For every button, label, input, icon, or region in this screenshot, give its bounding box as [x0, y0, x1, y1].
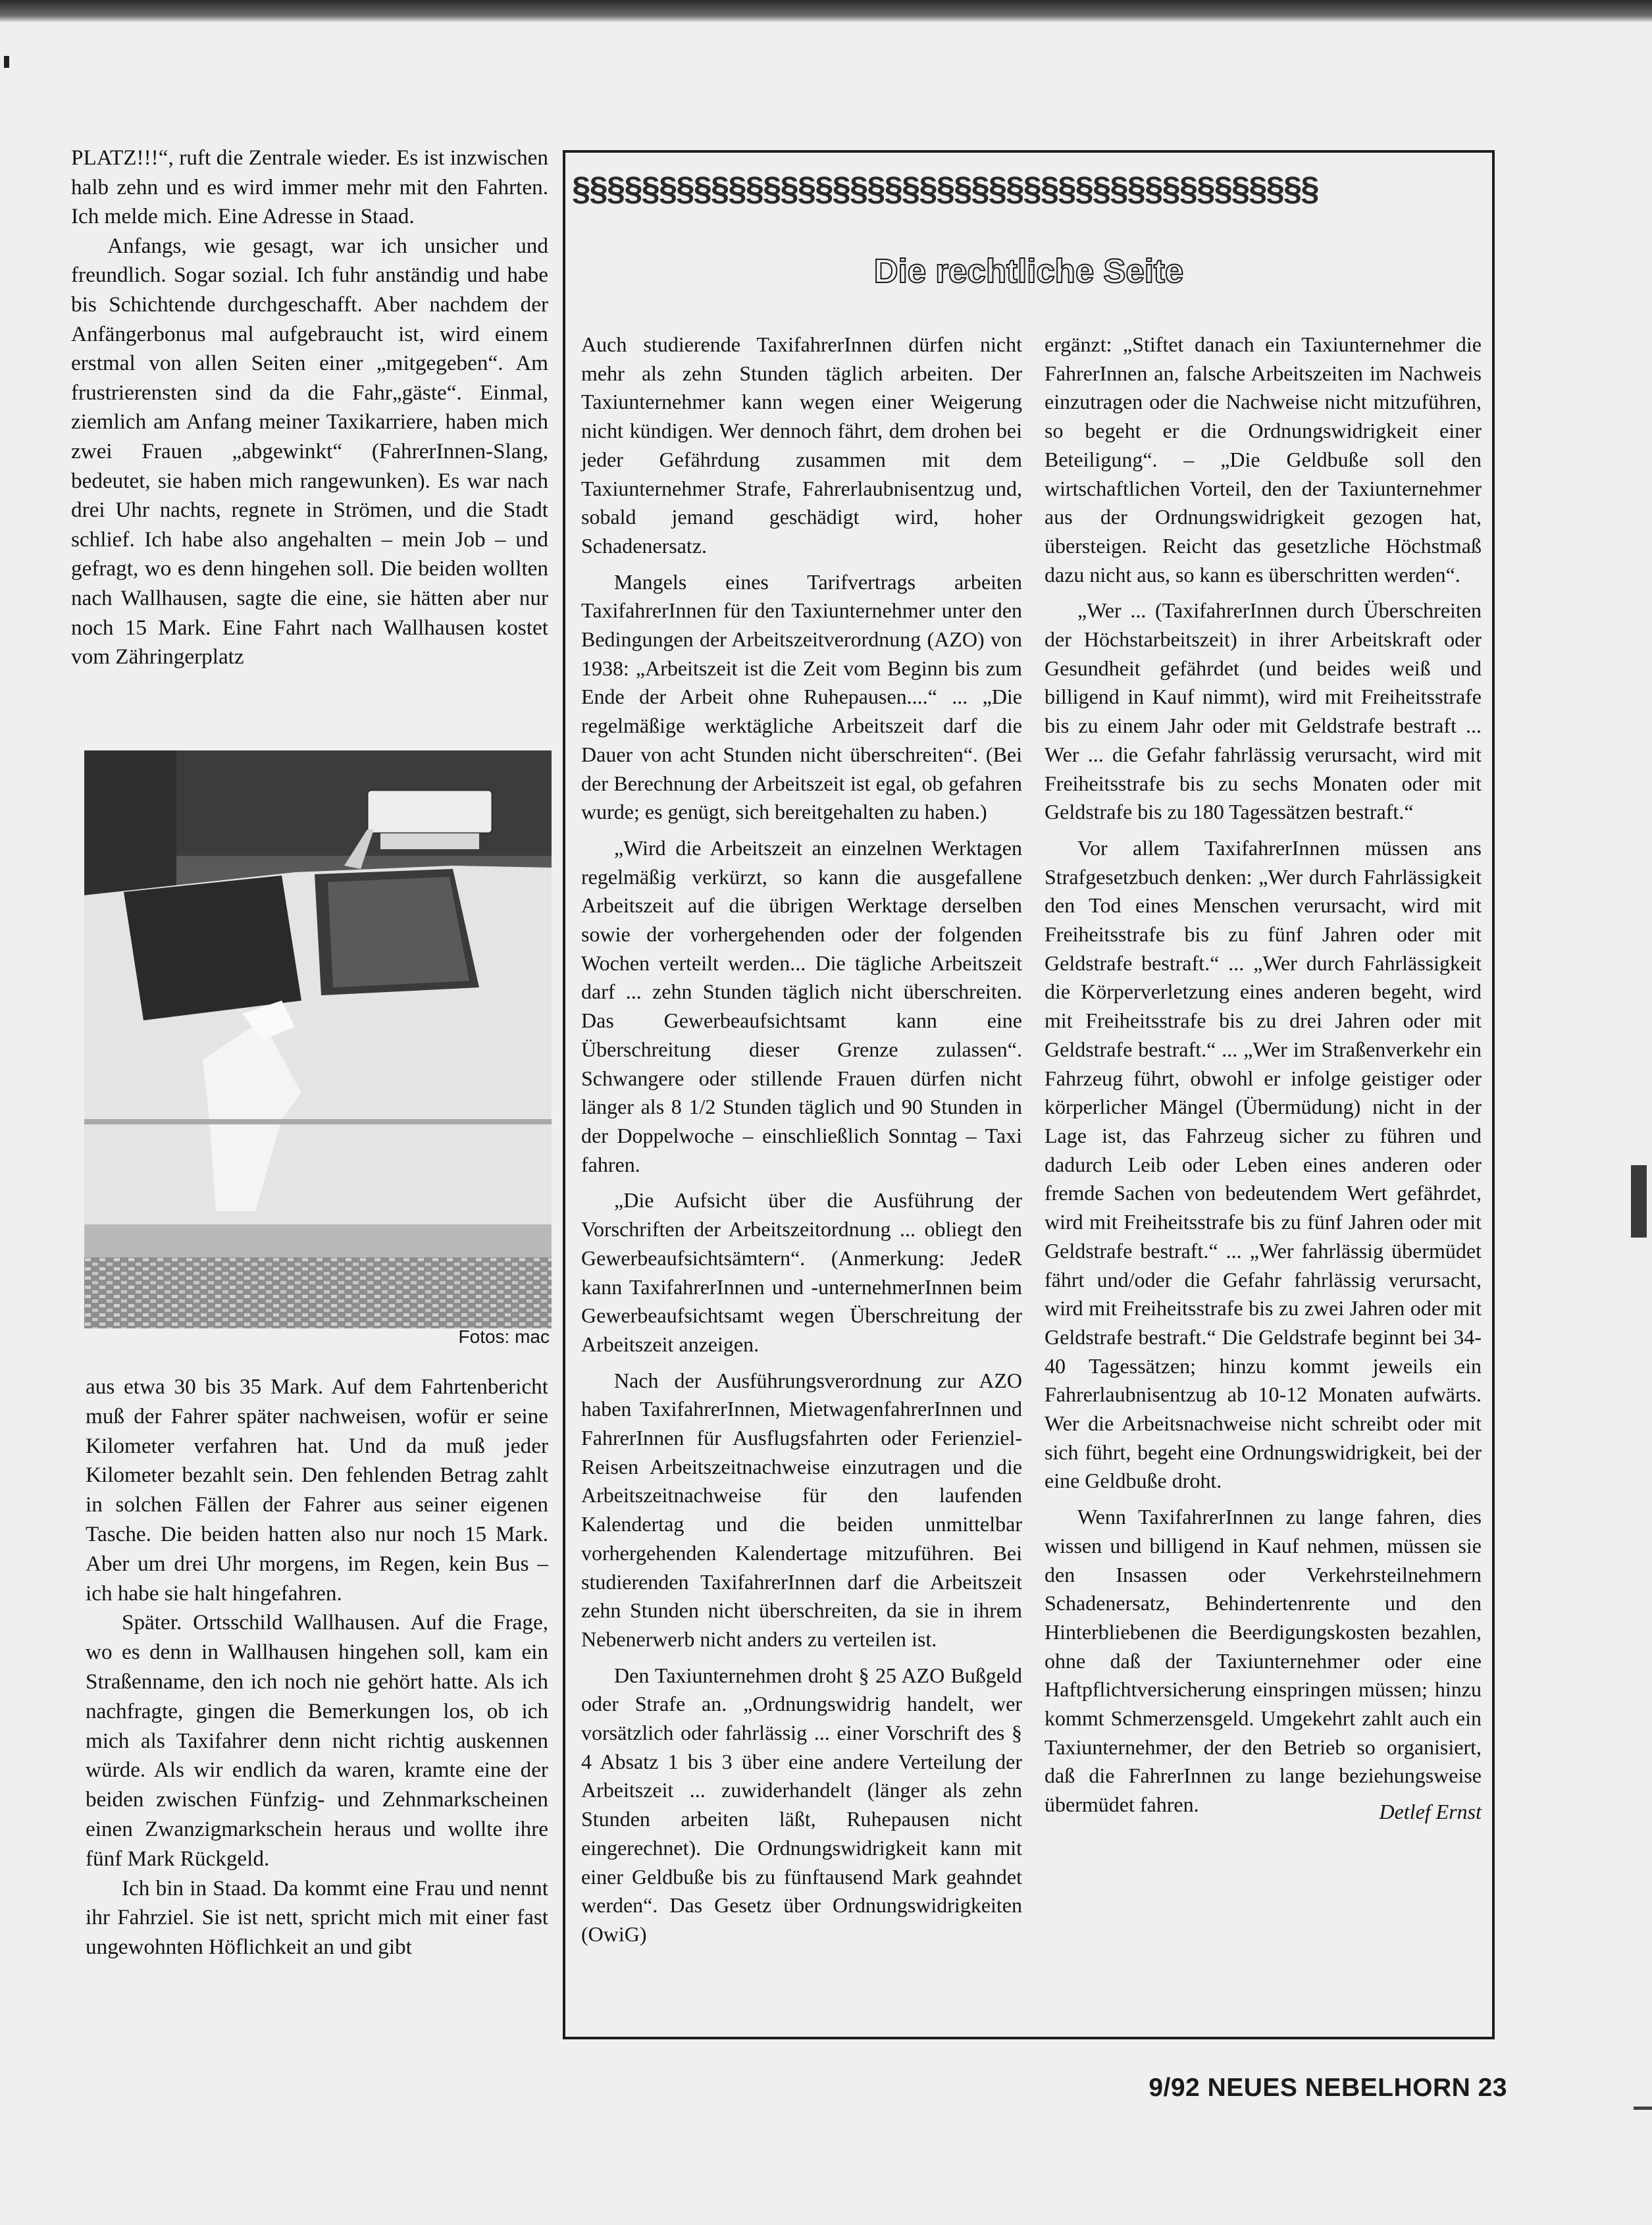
legal-sidebar-box: [563, 150, 1495, 2039]
photo-credit: Fotos: mac: [458, 1326, 550, 1347]
scan-edge-mark: [1631, 1165, 1647, 1238]
sidebar-paragraph: „Die Aufsicht über die Ausführung der Vorschriften der Arbeitszeitordnung ... obliegt den Gewerbeaufsichtsämtern“. (Anmerkung: JedeR kann TaxifahrerInnen und -unternehmerInnen beim Gewerbeaufsichtsamt wegen Überschreitung der Arbeitszeit anzeigen.: [581, 1188, 1022, 1356]
left-column-top: [71, 144, 548, 672]
scan-top-edge: [0, 0, 1652, 22]
sidebar-paragraph: Vor allem TaxifahrerInnen müssen ans Strafgesetzbuch denken: „Wer durch Fahrlässigkeit den Tod eines Menschen verursacht, wird mit Freiheitsstrafe bis zu fünf Jahren oder mit Geldstrafe bestraft.“ ... „Wer durch Fahrlässigkeit die Körperverletzung eines anderen begeht, wird mit Freiheitsstrafe bis zu drei Jahren oder mit Geldstrafe bestraft.“ ... „Wer im Straßenverkehr ein Fahrzeug führt, obwohl er infolge geistiger oder körperlicher Mängel (Übermüdung) nicht in der Lage ist, das Fahrzeug sicher zu führen und dadurch Leib oder Leben eines anderen oder fremde Sachen von bedeutendem Wert gefährdet, wird mit Freiheitsstrafe bis zu fünf Jahren oder mit Geldstrafe bestraft.“ ... „Wer fahrlässig übermüdet fährt und/oder die Gefahr fahrlässig verursacht, wird mit Freiheitsstrafe bis zu zwei Jahren oder mit Geldstrafe bestraft.“ Die Geldstrafe beginnt bei 34-40 Tagessätzen; hinzu kommt jeweils ein Fahrerlaubnisentzug ab 10-12 Monaten aufwärts. Wer die Arbeitsnachweise nicht schreibt oder mit sich führt, begeht eine Ordnungswidrigkeit, bei der eine Geldbuße droht.: [1045, 835, 1482, 1493]
sidebar-paragraph: Den Taxiunternehmen droht § 25 AZO Bußgeld oder Strafe an. „Ordnungswidrig handelt, wer vorsätzlich oder fahrlässig ... einer Vorschrift des § 4 Absatz 1 bis 3 über eine andere Verteilung der Arbeitszeit ... zuwiderhandelt (länger als zehn Stunden arbeiten läßt, Ruhepausen nicht eingerechnet). Die Ordnungswidrigkeit kann mit einer Geldbuße bis zu fünftausend Mark geahndet werden“. Das Gesetz über Ordnungswidrigkeiten (OwiG): [581, 1663, 1022, 1946]
sidebar-paragraph: Wenn TaxifahrerInnen zu lange fahren, dies wissen und billigend in Kauf nehmen, müssen sie den Insassen oder Verkehrsteilnehmern Schadenersatz, Behindertenrente und den Hinterbliebenen die Beerdigungskosten bezahlen, ohne daß der Taxiunternehmer oder eine Haftpflichtversicherung einspringen müssen; hinzu kommt Schmerzensgeld. Umgekehrt zahlt auch ein Taxiunternehmer, der den Betrieb so organisiert, daß die FahrerInnen zu lange beziehungsweise übermüdet fahren.: [1045, 1505, 1482, 1817]
article-paragraph: Ich bin in Staad. Da kommt eine Frau und nennt ihr Fahrziel. Sie ist nett, spricht mich mit einer fast ungewohnten Höflichkeit an und gibt: [86, 1875, 548, 1960]
page-footer: 9/92 NEUES NEBELHORN 23: [1149, 2074, 1507, 2102]
scan-edge-mark: [1634, 2107, 1652, 2110]
taxi-photo: [84, 750, 552, 1328]
sidebar-column-a: [581, 330, 1022, 1956]
sidebar-paragraph: „Wird die Arbeitszeit an einzelnen Werktagen regelmäßig verkürzt, so kann die ausgefallene Arbeitszeit auf die übrigen Werktage derselben sowie der vorhergehenden oder der folgenden Wochen verteilt werden... Die tägliche Arbeitszeit darf ... zehn Stunden täglich nicht überschreiten. Das Gewerbeaufsichtsamt kann eine Überschreitung dieser Grenze zulassen“. Schwangere oder stillende Frauen dürfen nicht länger als 8 1/2 Stunden täglich und 90 Stunden in der Doppelwoche – einschließlich Sonntag – Taxi fahren.: [581, 835, 1022, 1176]
left-column-bottom: [86, 1373, 548, 1962]
sidebar-paragraph: Mangels eines Tarifvertrags arbeiten TaxifahrerInnen für den Taxiunternehmer unter den Bedingungen der Arbeitszeitverordnung (AZO) von 1938: „Arbeitszeit ist die Zeit vom Beginn bis zum Ende der Arbeit ohne Ruhepausen....“ ... „Die regelmäßige werktägliche Arbeitszeit darf die Dauer von acht Stunden nicht überschreiten“. (Bei der Berechnung der Arbeitszeit ist egal, ob gefahren wurde; es genügt, sich bereitgehalten zu haben.): [581, 569, 1022, 824]
article-paragraph: PLATZ!!!“, ruft die Zentrale wieder. Es ist inzwischen halb zehn und es wird immer mehr mit den Fahrten. Ich melde mich. Eine Adresse in Staad.: [71, 145, 548, 229]
sidebar-paragraph: Auch studierende TaxifahrerInnen dürfen nicht mehr als zehn Stunden täglich arbeiten. Der Taxiunternehmer kann wegen einer Weigerung nicht kündigen. Wer dennoch fährt, dem drohen bei jeder Gefährdung zusammen mit dem Taxiunternehmer Strafe, Fahrerlaubnisentzug und, sobald jemand geschädigt wird, hoher Schadenersatz.: [581, 332, 1022, 558]
sidebar-title: Die rechtliche Seite: [873, 252, 1184, 290]
author-signature: Detlef Ernst: [1379, 1799, 1482, 1823]
article-paragraph: Später. Ortsschild Wallhausen. Auf die Frage, wo es denn in Wallhausen hingehen soll, kam ein Straßenname, den ich noch nie gehört hatte. Als ich nachfragte, gingen die Bemerkungen los, ob ich mich als Taxifahrer denn nicht richtig auskennen würde. Als wir endlich da waren, kramte eine der beiden zwischen Fünfzig- und Zehnmarkscheinen einen Zwanzigmarkschein heraus und wollte ihre fünf Mark Rückgeld.: [86, 1610, 548, 1871]
sidebar-column-b: [1045, 330, 1482, 1827]
paragraph-ornament: §§§§§§§§§§§§§§§§§§§§§§§§§§§§§§§§§§§§§§§§§§§: [572, 171, 1318, 207]
article-paragraph: aus etwa 30 bis 35 Mark. Auf dem Fahrtenbericht muß der Fahrer später nachweisen, wofür er seine Kilometer verfahren hat. Und da muß jeder Kilometer bezahlt sein. Den fehlenden Betrag zahlt in solchen Fällen der Fahrer aus seiner eigenen Tasche. Die beiden hatten also nur noch 15 Mark. Aber um drei Uhr morgens, im Regen, kein Bus – ich habe sie halt hingefahren.: [86, 1374, 548, 1606]
sidebar-paragraph: ergänzt: „Stiftet danach ein Taxiunternehmer die FahrerInnen an, falsche Arbeitszeiten im Nachweis einzutragen oder die Nachweise nicht mitzuführen, so begeht er die Ordnungswidrigkeit einer Beteiligung“. – „Die Geldbuße soll den wirtschaftlichen Vorteil, den der Taxiunternehmer aus der Ordnungswidrigkeit gezogen hat, übersteigen. Reicht das gesetzliche Höchstmaß dazu nicht aus, so kann es überschritten werden“.: [1045, 332, 1482, 587]
scan-mark: [4, 56, 9, 68]
sidebar-paragraph: „Wer ... (TaxifahrerInnen durch Überschreiten der Höchstarbeitszeit) in ihrer Arbeitskraft oder Gesundheit gefährdet (und beides weiß und billigend in Kauf nimmt), wird mit Freiheitsstrafe bis zu einem Jahr oder mit Geldstrafe bestraft ... Wer ... die Gefahr fahrlässig verursacht, wird mit Freiheitsstrafe bis zu sechs Monaten oder mit Geldstrafe bis zu 180 Tagessätzen bestraft.“: [1045, 598, 1482, 824]
sidebar-paragraph: Nach der Ausführungsverordnung zur AZO haben TaxifahrerInnen, MietwagenfahrerInnen und FahrerInnen für Ausflugsfahrten oder Ferienziel-Reisen Arbeitszeitnachweise einzutragen und die Arbeitszeitnachweise für den laufenden Kalendertag und die beiden unmittelbar vorhergehenden Kalendertage mitzuführen. Bei studierenden TaxifahrerInnen darf die Arbeitszeit zehn Stunden nicht überschreiten, da sie in ihrem Nebenerwerb nicht anders zu verteilen ist.: [581, 1368, 1022, 1651]
article-paragraph: Anfangs, wie gesagt, war ich unsicher und freundlich. Sogar sozial. Ich fuhr anständig und habe bis Schichtende durchgeschafft. Aber nachdem der Anfängerbonus mal aufgebraucht ist, wird einem erstmal von allen Seiten einer „mitgegeben“. Am frustrierensten sind da die Fahr„gäste“. Einmal, ziemlich am Anfang meiner Taxikarriere, haben mich zwei Frauen „abgewinkt“ (FahrerInnen-Slang, bedeutet, sie haben mich rangewunken). Es war nach drei Uhr nachts, regnete in Strömen, und die Stadt schlief. Ich habe also angehalten – mein Job – und gefragt, wo es denn hingehen soll. Die beiden wollten nach Wallhausen, sagte die eine, sie hätten aber nur noch 15 Mark. Eine Fahrt nach Wallhausen kostet vom Zähringerplatz: [71, 233, 548, 669]
